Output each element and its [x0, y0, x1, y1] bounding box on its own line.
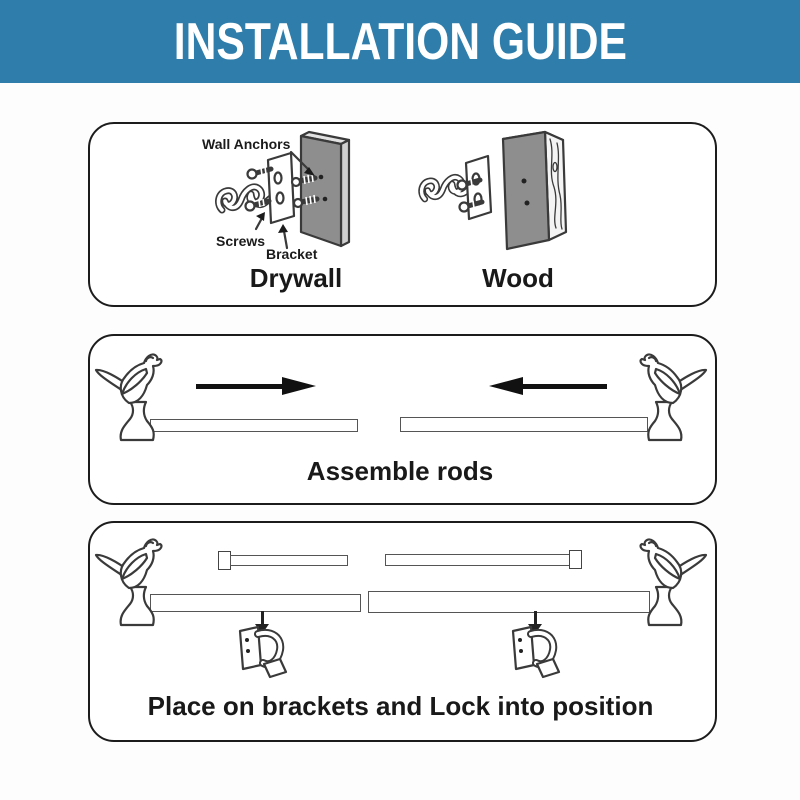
- page-title: INSTALLATION GUIDE: [173, 12, 627, 71]
- arrow-down-icon: [261, 611, 264, 625]
- bracket-callout-arrow: [278, 224, 288, 248]
- arrow-right-icon: [282, 377, 316, 395]
- lock-bracket-icon: [505, 625, 575, 687]
- arrow-left-icon: [521, 384, 607, 389]
- assembled-rod-right-section: [368, 591, 650, 613]
- bird-finial-icon: [92, 537, 172, 627]
- extension-rod-left: [230, 555, 348, 566]
- arrow-down-icon: [534, 611, 537, 625]
- rod-end-cap: [569, 550, 582, 569]
- bracket-label: Bracket: [266, 246, 318, 262]
- bird-finial-icon: [630, 352, 710, 442]
- curtain-rod-left-half: [150, 419, 358, 432]
- extension-rod-right: [385, 554, 570, 566]
- lock-bracket-icon: [232, 625, 302, 687]
- screw-icon: [248, 167, 272, 179]
- wood-mount-illustration: [418, 125, 573, 260]
- arrow-right-icon: [196, 384, 284, 389]
- header-banner: [0, 0, 800, 83]
- bird-finial-icon: [630, 537, 710, 627]
- bird-finial-icon: [92, 352, 172, 442]
- surface-label-drywall: Drywall: [249, 263, 343, 293]
- wall-anchors-label: Wall Anchors: [202, 136, 291, 152]
- screws-callout-arrow: [256, 212, 265, 229]
- arrow-left-icon: [489, 377, 523, 395]
- curtain-rod-right-half: [400, 417, 648, 432]
- assembled-rod-left-section: [150, 594, 361, 612]
- place-caption: Place on brackets and Lock into position: [147, 691, 654, 721]
- screws-label: Screws: [216, 233, 266, 249]
- assemble-caption: Assemble rods: [306, 456, 494, 486]
- surface-label-wood: Wood: [482, 263, 554, 293]
